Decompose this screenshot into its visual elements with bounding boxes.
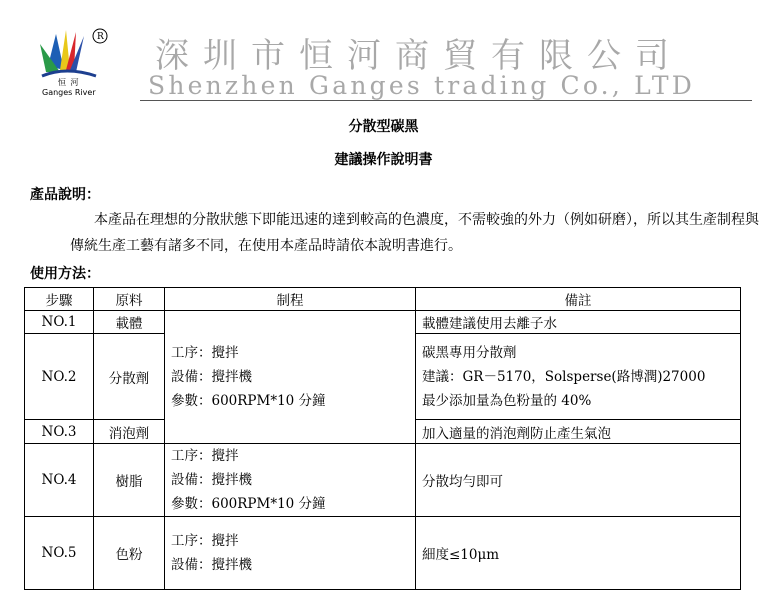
header-material: 原料 xyxy=(94,288,165,311)
product-description-paragraph: 本產品在理想的分散狀態下即能迅速的達到較高的色濃度，不需較強的外力（例如研磨），所以其生產制程與傳統生產工藝有諸多不同，在使用本產品時請依本說明書進行。 xyxy=(70,212,759,254)
table-row xyxy=(25,311,741,334)
letterhead xyxy=(0,0,767,104)
process-line: 參數：600RPM*10 分鐘 xyxy=(171,393,326,409)
process-cell xyxy=(165,311,416,444)
section-usage: 使用方法： xyxy=(30,266,100,282)
step-cell: NO.2 xyxy=(25,334,94,420)
material-cell: 消泡劑 xyxy=(94,420,165,444)
logo-english-text: Ganges River xyxy=(42,88,96,97)
process-line: 工序：攪拌 xyxy=(171,533,239,549)
note-cell: 加入適量的消泡劑防止產生氣泡 xyxy=(416,420,741,444)
process-line: 設備：攪拌機 xyxy=(171,472,252,488)
table-row xyxy=(25,517,741,590)
doc-title: 分散型碳黑 xyxy=(348,119,419,135)
process-line: 參數：600RPM*10 分鐘 xyxy=(171,496,326,512)
company-name-chinese: 深圳市恒河商貿有限公司 xyxy=(155,36,683,76)
material-cell: 色粉 xyxy=(94,517,165,590)
step-cell: NO.5 xyxy=(25,517,94,590)
step-cell: NO.1 xyxy=(25,311,94,334)
process-cell xyxy=(165,517,416,590)
header-step: 步驟 xyxy=(25,288,94,311)
usage-table xyxy=(24,287,741,590)
note-line: 碳黑專用分散劑 xyxy=(422,344,517,361)
doc-subtitle: 建議操作說明書 xyxy=(334,152,433,168)
material-cell: 樹脂 xyxy=(94,444,165,517)
process-line: 設備：攪拌機 xyxy=(171,557,252,573)
note-cell xyxy=(416,334,741,420)
header-note: 備註 xyxy=(416,288,741,311)
registered-mark: R xyxy=(97,32,104,42)
note-cell: 載體建議使用去離子水 xyxy=(416,311,741,334)
note-cell: 分散均勻即可 xyxy=(416,444,741,517)
section-product-description: 產品說明： xyxy=(30,187,100,203)
company-name-english: Shenzhen Ganges trading Co., LTD xyxy=(148,71,696,100)
step-cell: NO.4 xyxy=(25,444,94,517)
process-line: 設備：攪拌機 xyxy=(171,369,252,385)
note-cell: 細度≤10μm xyxy=(416,517,741,590)
process-line: 工序：攪拌 xyxy=(171,448,239,464)
table-header-row xyxy=(25,288,741,311)
table-row xyxy=(25,444,741,517)
note-line: 最少添加量為色粉量的 40% xyxy=(422,392,592,409)
process-cell xyxy=(165,444,416,517)
header-process: 制程 xyxy=(165,288,416,311)
process-line: 工序：攪拌 xyxy=(171,345,239,361)
header-divider xyxy=(140,100,752,101)
step-cell: NO.3 xyxy=(25,420,94,444)
note-line: 建議：GR－5170，Solsperse(路博潤)27000 xyxy=(422,368,706,385)
material-cell: 分散劑 xyxy=(94,334,165,420)
logo-chinese-text: 恒 河 xyxy=(58,78,80,87)
material-cell: 載體 xyxy=(94,311,165,334)
